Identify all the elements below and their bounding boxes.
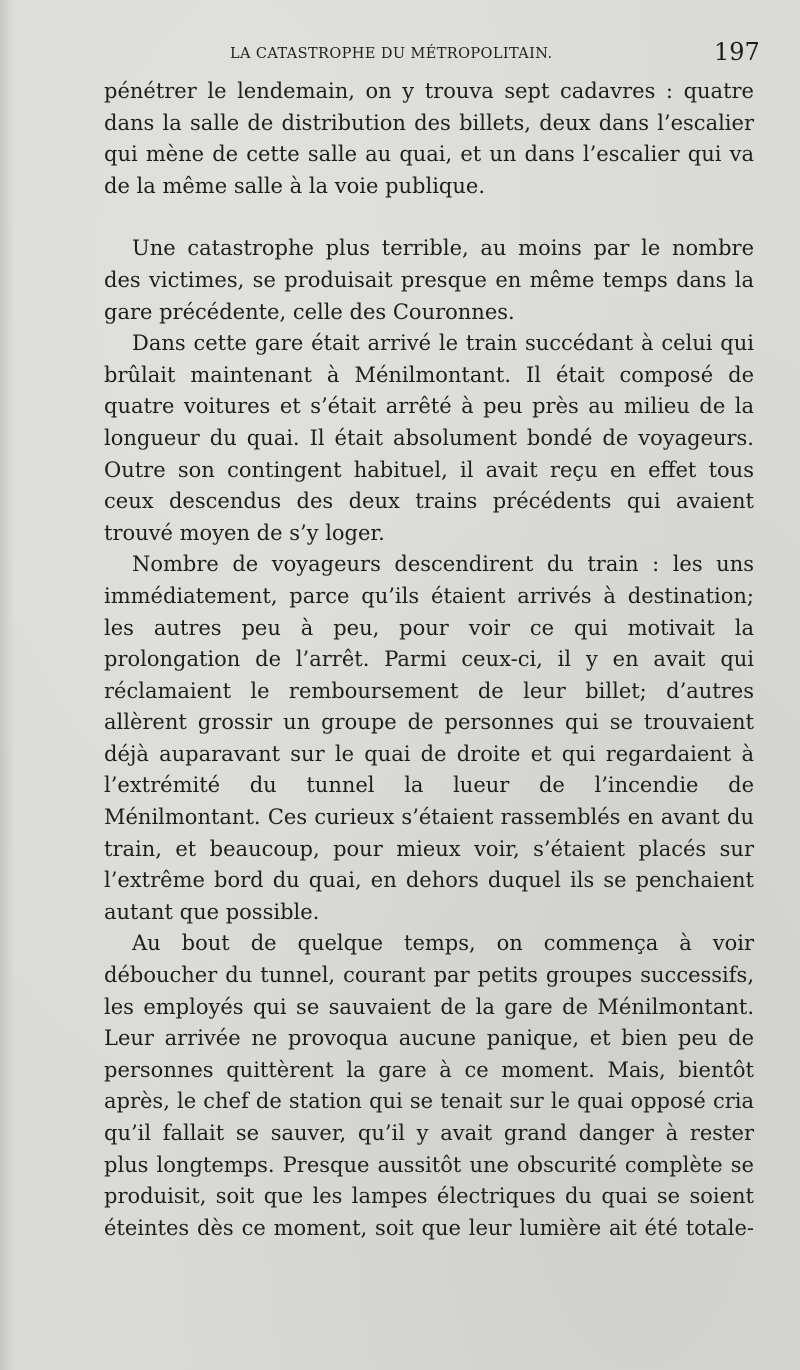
section-gap (104, 202, 754, 233)
page-edge-shadow (0, 0, 14, 1370)
body-text (104, 76, 754, 1244)
paragraph: Dans cette gare était arrivé le train succédant à celui qui brûlait maintenant à Ménilmontant. Il était composé de quatre voitures et s’était arrêté à peu près au milieu de la longueur du quai. Il était absolument bondé de voyageurs. Outre son contingent habituel, il avait reçu en effet tous ceux descendus des deux trains précédents qui avaient trouvé moyen de s’y loger. (104, 331, 754, 545)
paragraph: Au bout de quelque temps, on commença à voir déboucher du tunnel, courant par petits groupes successifs, les employés qui se sauvaient de la gare de Ménilmontant. Leur arrivée ne provoqua aucune panique, et bien peu de personnes quittèrent la gare à ce moment. Mais, bientôt après, le chef de station qui se tenait sur le quai opposé cria qu’il fallait se sauver, qu’il y avait grand danger à rester plus longtemps. Presque aussitôt une obscurité complète se produisit, soit que les lampes électriques du quai se soient éteintes dès ce moment, soit que leur lumière ait été totale- (104, 931, 754, 1240)
paragraph: Nombre de voyageurs descendirent du train : les uns immédiatement, parce qu’ils étaient arrivés à destination; les autres peu à peu, pour voir ce qui motivait la prolongation de l’arrêt. Parmi ceux-ci, il y en avait qui réclamaient le remboursement de leur billet; d’autres allèrent grossir un groupe de personnes qui se trouvaient déjà auparavant sur le quai de droite et qui regardaient à l’extrémité du tunnel la lueur de l’incendie de Ménilmontant. Ces curieux s’étaient rassemblés en avant du train, et beaucoup, pour mieux voir, s’étaient placés sur l’extrême bord du quai, en dehors duquel ils se penchaient autant que possible. (104, 552, 754, 924)
paragraph: Une catastrophe plus terrible, au moins par le nombre des victimes, se produisait presque en même temps dans la gare précédente, celle des Couronnes. (104, 236, 754, 324)
running-title: LA CATASTROPHE DU MÉTROPOLITAIN. (230, 46, 553, 62)
paragraph-continuation: pénétrer le lendemain, on y trouva sept cadavres : quatre dans la salle de distribution des billets, deux dans l’escalier qui mène de cette salle au quai, et un dans l’escalier qui va de la même salle à la voie publique. (104, 79, 754, 198)
page-number: 197 (714, 38, 760, 66)
page-header (0, 38, 800, 74)
